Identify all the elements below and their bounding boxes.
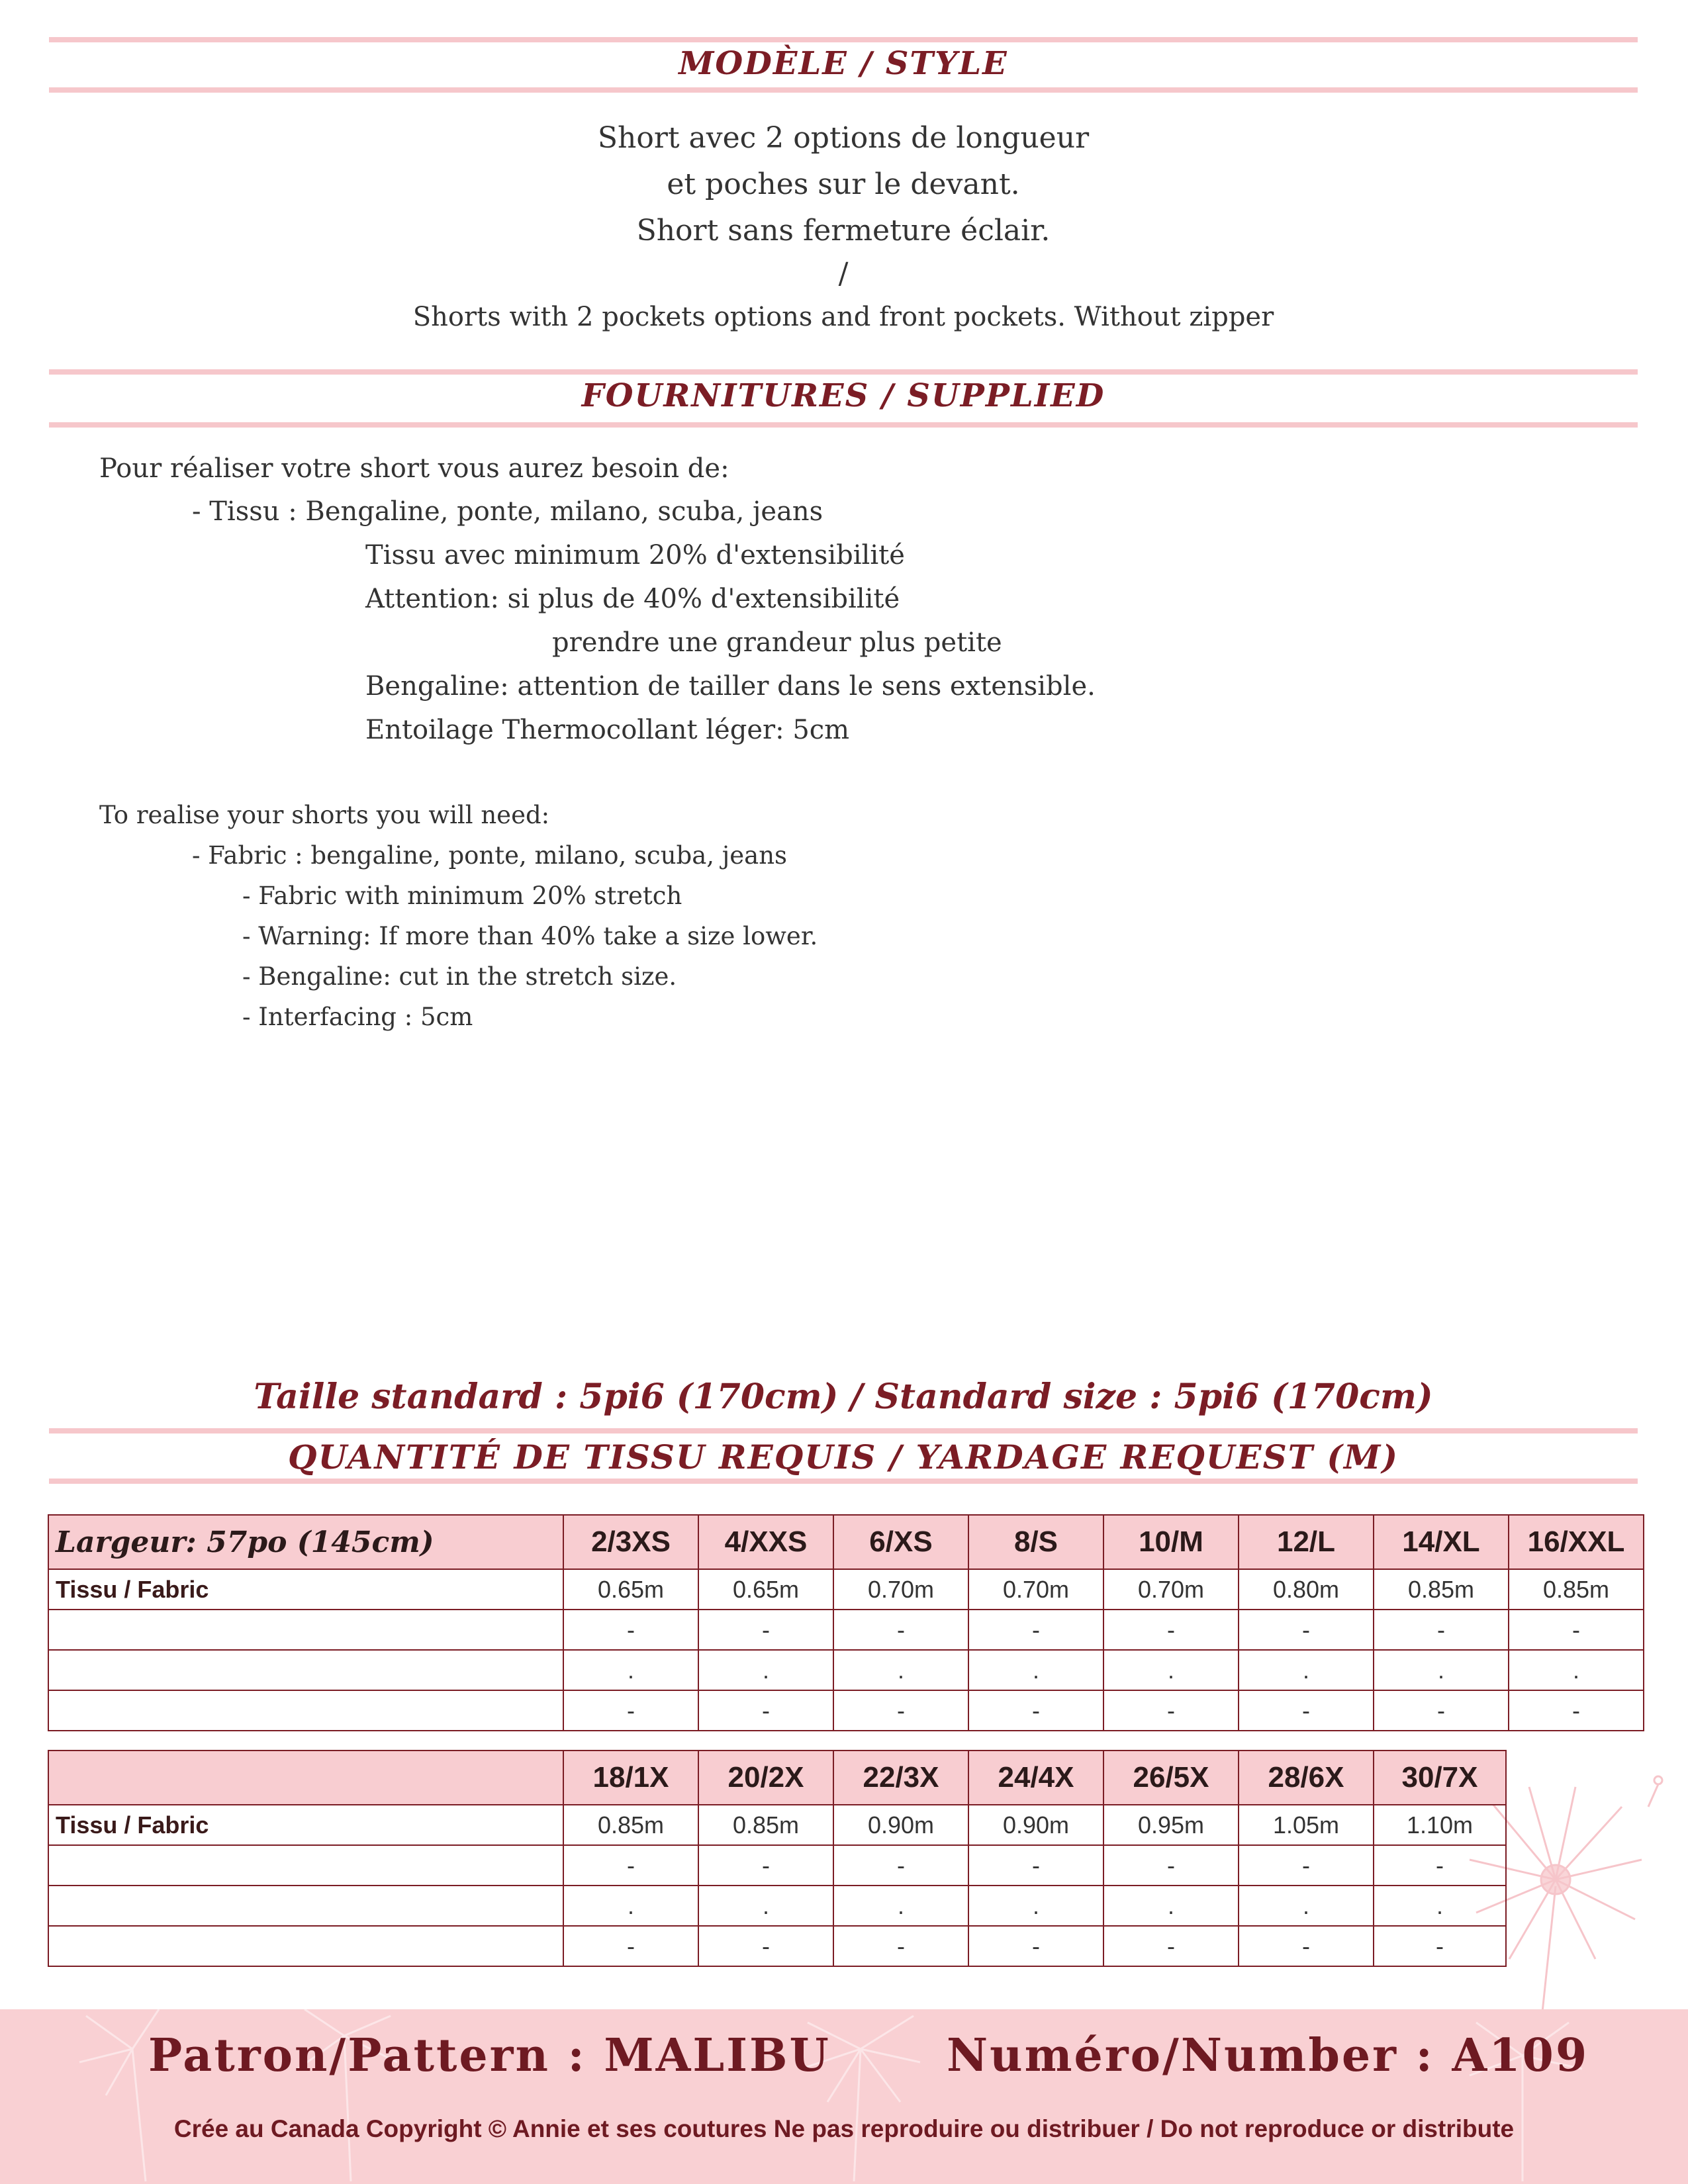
size-header: 8/S	[968, 1515, 1103, 1569]
filler-cell: -	[1103, 1926, 1239, 1966]
copyright-notice: Crée au Canada Copyright © Annie et ses coutures Ne pas reproduire ou distribuer / Do not reproduce or distribute	[173, 2115, 1515, 2142]
yardage-cell: 0.85m	[563, 1805, 698, 1845]
size-header: 18/1X	[563, 1751, 698, 1805]
supplies-fr-item: prendre une grandeur plus petite	[552, 627, 1002, 658]
empty-header-cell	[48, 1751, 563, 1805]
supplies-fr-intro: Pour réaliser votre short vous aurez besoin de:	[99, 453, 729, 484]
filler-cell: -	[563, 1690, 698, 1731]
empty-cell	[48, 1845, 563, 1886]
table-row	[48, 1610, 1644, 1650]
size-header: 22/3X	[833, 1751, 968, 1805]
yardage-cell: 0.95m	[1103, 1805, 1239, 1845]
table-row	[48, 1650, 1644, 1690]
style-description	[49, 115, 1638, 340]
desc-line: Short avec 2 options de longueur	[597, 121, 1090, 155]
yardage-cell: 0.85m	[698, 1805, 833, 1845]
divider	[49, 369, 1638, 375]
yardage-cell: 0.65m	[563, 1569, 698, 1610]
divider	[49, 87, 1638, 93]
fabric-width-label: Largeur: 57po (145cm)	[48, 1515, 563, 1569]
filler-cell: -	[563, 1610, 698, 1650]
supplies-en-item: - Interfacing : 5cm	[242, 1003, 473, 1031]
yardage-cell: 1.05m	[1239, 1805, 1374, 1845]
desc-line: et poches sur le devant.	[667, 167, 1020, 201]
desc-line: /	[838, 257, 849, 291]
empty-cell	[48, 1886, 563, 1926]
supplies-en-item: - Warning: If more than 40% take a size lower.	[242, 922, 818, 950]
table-row	[48, 1690, 1644, 1731]
supplies-fr-item: Attention: si plus de 40% d'extensibilité	[365, 584, 900, 614]
supplies-en-item: - Fabric with minimum 20% stretch	[242, 882, 682, 910]
supplies-en-intro: To realise your shorts you will need:	[99, 801, 550, 829]
size-header: 12/L	[1239, 1515, 1374, 1569]
pattern-number: Numéro/Number : A109	[947, 2029, 1589, 2082]
filler-cell: -	[1239, 1690, 1374, 1731]
filler-cell: -	[563, 1926, 698, 1966]
filler-cell: -	[1509, 1690, 1644, 1731]
supplies-fr-item: - Tissu : Bengaline, ponte, milano, scuba, jeans	[192, 496, 823, 527]
filler-cell: .	[563, 1650, 698, 1690]
filler-cell: .	[968, 1650, 1103, 1690]
size-header: 20/2X	[698, 1751, 833, 1805]
filler-cell: -	[1374, 1845, 1506, 1886]
yardage-heading: QUANTITÉ DE TISSU REQUIS / YARDAGE REQUEST (M)	[288, 1437, 1399, 1477]
yardage-cell: 0.90m	[968, 1805, 1103, 1845]
empty-cell	[48, 1690, 563, 1731]
filler-cell: .	[698, 1886, 833, 1926]
supplies-fr-item: Tissu avec minimum 20% d'extensibilité	[365, 540, 905, 570]
style-heading: MODÈLE / STYLE	[679, 45, 1008, 82]
filler-cell: -	[833, 1845, 968, 1886]
filler-cell: -	[1374, 1690, 1509, 1731]
filler-cell: -	[698, 1926, 833, 1966]
yardage-table-1	[48, 1514, 1644, 1731]
filler-cell: -	[1103, 1845, 1239, 1886]
filler-cell: -	[1103, 1610, 1239, 1650]
size-header: 2/3XS	[563, 1515, 698, 1569]
filler-cell: -	[563, 1845, 698, 1886]
supplies-en-item: - Fabric : bengaline, ponte, milano, scuba, jeans	[192, 841, 788, 870]
yardage-cell: 0.70m	[833, 1569, 968, 1610]
yardage-cell: 1.10m	[1374, 1805, 1506, 1845]
supplies-fr-item: Entoilage Thermocollant léger: 5cm	[365, 715, 850, 745]
filler-cell: .	[833, 1650, 968, 1690]
yardage-cell: 0.65m	[698, 1569, 833, 1610]
size-header: 24/4X	[968, 1751, 1103, 1805]
size-header: 4/XXS	[698, 1515, 833, 1569]
empty-cell	[48, 1650, 563, 1690]
filler-cell: -	[1239, 1845, 1374, 1886]
filler-cell: .	[563, 1886, 698, 1926]
filler-cell: -	[968, 1845, 1103, 1886]
filler-cell: .	[1239, 1886, 1374, 1926]
yardage-cell: 0.90m	[833, 1805, 968, 1845]
filler-cell: -	[698, 1610, 833, 1650]
divider	[49, 422, 1638, 428]
empty-cell	[48, 1610, 563, 1650]
filler-cell: -	[1239, 1610, 1374, 1650]
table-row	[48, 1569, 1644, 1610]
size-header: 14/XL	[1374, 1515, 1509, 1569]
table-header-row	[48, 1751, 1506, 1805]
empty-cell	[48, 1926, 563, 1966]
filler-cell: -	[1374, 1610, 1509, 1650]
desc-line: Shorts with 2 pockets options and front pockets. Without zipper	[412, 302, 1274, 332]
filler-cell: -	[968, 1610, 1103, 1650]
filler-cell: .	[698, 1650, 833, 1690]
divider	[49, 1428, 1638, 1433]
yardage-cell: 0.85m	[1509, 1569, 1644, 1610]
yardage-cell: 0.70m	[968, 1569, 1103, 1610]
yardage-table-2	[48, 1750, 1507, 1967]
table-row	[48, 1805, 1506, 1845]
table-row	[48, 1886, 1506, 1926]
size-header: 16/XXL	[1509, 1515, 1644, 1569]
divider	[49, 1479, 1638, 1484]
table-header-row	[48, 1515, 1644, 1569]
size-header: 10/M	[1103, 1515, 1239, 1569]
filler-cell: -	[968, 1690, 1103, 1731]
size-header: 26/5X	[1103, 1751, 1239, 1805]
row-label: Tissu / Fabric	[48, 1569, 563, 1610]
pattern-name: Patron/Pattern : MALIBU	[148, 2029, 831, 2082]
filler-cell: -	[833, 1926, 968, 1966]
size-header: 6/XS	[833, 1515, 968, 1569]
filler-cell: .	[1374, 1886, 1506, 1926]
filler-cell: .	[1103, 1886, 1239, 1926]
yardage-cell: 0.70m	[1103, 1569, 1239, 1610]
row-label: Tissu / Fabric	[48, 1805, 563, 1845]
divider-top	[49, 37, 1638, 42]
filler-cell: .	[968, 1886, 1103, 1926]
supplies-heading: FOURNITURES / SUPPLIED	[581, 377, 1105, 414]
desc-line: Short sans fermeture éclair.	[636, 214, 1051, 248]
filler-cell: .	[1374, 1650, 1509, 1690]
filler-cell: -	[968, 1926, 1103, 1966]
yardage-cell: 0.85m	[1374, 1569, 1509, 1610]
yardage-cell: 0.80m	[1239, 1569, 1374, 1610]
filler-cell: -	[1103, 1690, 1239, 1731]
filler-cell: -	[1239, 1926, 1374, 1966]
filler-cell: -	[833, 1610, 968, 1650]
filler-cell: .	[1509, 1650, 1644, 1690]
size-header: 28/6X	[1239, 1751, 1374, 1805]
filler-cell: -	[698, 1845, 833, 1886]
size-header: 30/7X	[1374, 1751, 1506, 1805]
supplies-fr-item: Bengaline: attention de tailler dans le sens extensible.	[365, 671, 1096, 702]
filler-cell: .	[833, 1886, 968, 1926]
table-row	[48, 1926, 1506, 1966]
filler-cell: .	[1103, 1650, 1239, 1690]
standard-size: Taille standard : 5pi6 (170cm) / Standard size : 5pi6 (170cm)	[254, 1377, 1433, 1417]
filler-cell: -	[1374, 1926, 1506, 1966]
table-row	[48, 1845, 1506, 1886]
filler-cell: -	[1509, 1610, 1644, 1650]
supplies-en-item: - Bengaline: cut in the stretch size.	[242, 962, 677, 991]
filler-cell: .	[1239, 1650, 1374, 1690]
filler-cell: -	[833, 1690, 968, 1731]
filler-cell: -	[698, 1690, 833, 1731]
